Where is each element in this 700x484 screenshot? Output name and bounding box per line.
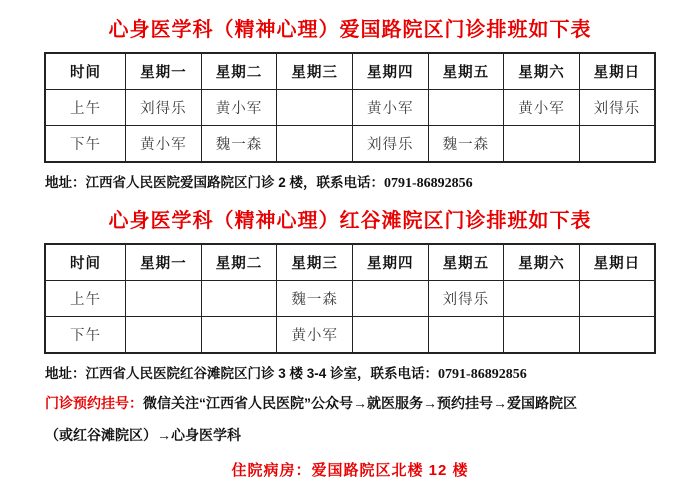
- address-text: 地址：江西省人民医院爱国路院区门诊 2 楼，联系电话：: [45, 175, 385, 190]
- schedule-cell: 魏一森: [277, 281, 353, 317]
- schedule-cell: 刘得乐: [352, 126, 428, 163]
- col-header-thursday: 星期四: [352, 244, 428, 281]
- schedule-cell: [504, 126, 580, 163]
- aiguo-campus-schedule-table: [44, 52, 656, 163]
- table-header-row: [45, 244, 655, 281]
- col-header-friday: 星期五: [428, 244, 504, 281]
- schedule-cell: [428, 90, 504, 126]
- col-header-wednesday: 星期三: [277, 53, 353, 90]
- schedule-cell: [579, 126, 655, 163]
- booking-instructions-line2: （或红谷滩院区）→心身医学科: [45, 427, 241, 444]
- schedule-cell: [352, 281, 428, 317]
- table-row-afternoon: [45, 317, 655, 354]
- booking-instructions-line1: [45, 393, 656, 413]
- schedule-cell: [504, 317, 580, 354]
- schedule-cell: [504, 281, 580, 317]
- honggutan-campus-title: 心身医学科（精神心理）红谷滩院区门诊排班如下表: [108, 210, 592, 232]
- schedule-cell: 魏一森: [201, 126, 277, 163]
- col-header-tuesday: 星期二: [201, 53, 277, 90]
- honggutan-campus-address: [45, 362, 656, 383]
- col-header-friday: 星期五: [428, 53, 504, 90]
- booking-steps: 微信关注“江西省人民医院”公众号→就医服务→预约挂号→爱国路院区: [143, 395, 577, 411]
- col-header-monday: 星期一: [126, 244, 202, 281]
- col-header-tuesday: 星期二: [201, 244, 277, 281]
- col-header-saturday: 星期六: [504, 53, 580, 90]
- table-header-row: [45, 53, 655, 90]
- schedule-cell: [579, 317, 655, 354]
- booking-label: 门诊预约挂号：: [45, 395, 143, 411]
- inpatient-ward-info: 住院病房：爱国路院区北楼 12 楼: [231, 461, 469, 479]
- schedule-cell: 黄小军: [504, 90, 580, 126]
- col-header-saturday: 星期六: [504, 244, 580, 281]
- phone-number: 0791-86892856: [438, 367, 527, 382]
- schedule-cell: 黄小军: [201, 90, 277, 126]
- schedule-cell: [428, 317, 504, 354]
- schedule-cell: 刘得乐: [126, 90, 202, 126]
- schedule-cell: 黄小军: [126, 126, 202, 163]
- schedule-cell: [201, 281, 277, 317]
- schedule-cell: 刘得乐: [428, 281, 504, 317]
- schedule-cell: 魏一森: [428, 126, 504, 163]
- col-header-time: 时间: [45, 53, 126, 90]
- schedule-cell: 黄小军: [277, 317, 353, 354]
- table-row-afternoon: [45, 126, 655, 163]
- col-header-sunday: 星期日: [579, 53, 655, 90]
- schedule-cell: [579, 281, 655, 317]
- schedule-cell: 黄小军: [352, 90, 428, 126]
- row-label-morning: 上午: [45, 90, 126, 126]
- row-label-afternoon: 下午: [45, 317, 126, 354]
- schedule-cell: [277, 126, 353, 163]
- table-row-morning: [45, 281, 655, 317]
- col-header-sunday: 星期日: [579, 244, 655, 281]
- phone-number: 0791-86892856: [384, 176, 473, 191]
- schedule-cell: [126, 281, 202, 317]
- schedule-cell: 刘得乐: [579, 90, 655, 126]
- honggutan-campus-schedule-table: [44, 243, 656, 354]
- schedule-cell: [352, 317, 428, 354]
- address-text: 地址：江西省人民医院红谷滩院区门诊 3 楼 3-4 诊室，联系电话：: [45, 366, 439, 381]
- col-header-time: 时间: [45, 244, 126, 281]
- schedule-cell: [277, 90, 353, 126]
- col-header-wednesday: 星期三: [277, 244, 353, 281]
- aiguo-campus-title: 心身医学科（精神心理）爱国路院区门诊排班如下表: [108, 19, 592, 41]
- schedule-cell: [126, 317, 202, 354]
- row-label-morning: 上午: [45, 281, 126, 317]
- row-label-afternoon: 下午: [45, 126, 126, 163]
- col-header-thursday: 星期四: [352, 53, 428, 90]
- table-row-morning: [45, 90, 655, 126]
- aiguo-campus-address: [45, 171, 656, 192]
- col-header-monday: 星期一: [126, 53, 202, 90]
- schedule-cell: [201, 317, 277, 354]
